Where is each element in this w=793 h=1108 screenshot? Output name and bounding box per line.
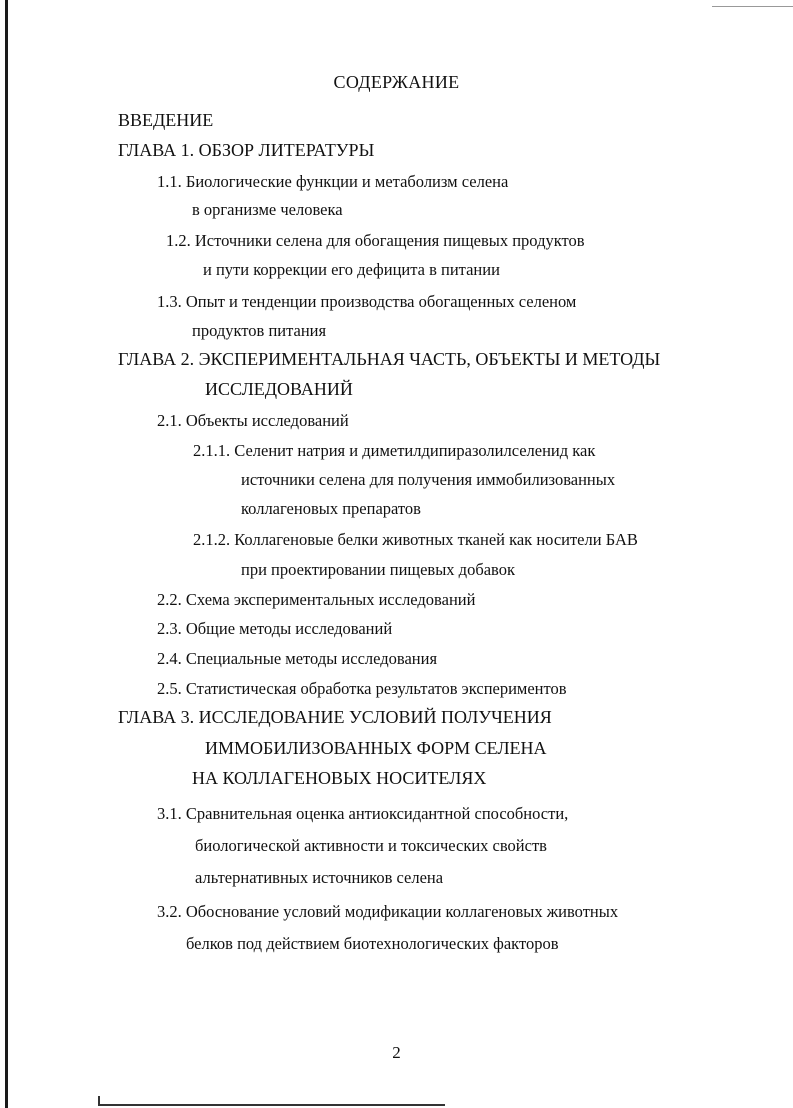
toc-section-2-5: 2.5. Статистическая обработка результатов экспериментов	[157, 679, 567, 698]
toc-section-2-2: 2.2. Схема экспериментальных исследований	[157, 590, 476, 609]
toc-section-1-1-cont: в организме человека	[192, 200, 343, 219]
toc-chapter-3-cont-2: НА КОЛЛАГЕНОВЫХ НОСИТЕЛЯХ	[192, 768, 487, 788]
toc-section-3-1-cont-2: альтернативных источников селена	[195, 868, 444, 887]
scan-border-left	[5, 0, 8, 1108]
toc-section-3-1-cont-1: биологической активности и токсических свойств	[195, 836, 547, 855]
scan-edge-top-right	[712, 6, 793, 7]
scan-edge-bottom	[100, 1104, 445, 1106]
toc-section-3-2-cont: белков под действием биотехнологических факторов	[186, 934, 559, 953]
toc-section-2-4: 2.4. Специальные методы исследования	[157, 649, 438, 668]
toc-intro: ВВЕДЕНИЕ	[118, 110, 214, 130]
scan-edge-tick	[98, 1096, 100, 1106]
toc-section-3-1: 3.1. Сравнительная оценка антиоксидантной способности,	[157, 804, 569, 823]
toc-section-2-1: 2.1. Объекты исследований	[157, 411, 349, 430]
toc-section-2-1-1-cont-2: коллагеновых препаратов	[241, 499, 421, 518]
toc-chapter-3-cont-1: ИММОБИЛИЗОВАННЫХ ФОРМ СЕЛЕНА	[205, 738, 547, 758]
toc-chapter-1: ГЛАВА 1. ОБЗОР ЛИТЕРАТУРЫ	[118, 140, 375, 160]
toc-section-2-1-1: 2.1.1. Селенит натрия и диметилдипиразолилселенид как	[193, 441, 596, 460]
toc-section-1-3: 1.3. Опыт и тенденции производства обогащенных селеном	[157, 292, 577, 311]
toc-section-2-1-2: 2.1.2. Коллагеновые белки животных тканей как носители БАВ	[193, 530, 638, 549]
toc-section-1-2: 1.2. Источники селена для обогащения пищевых продуктов	[166, 231, 585, 250]
toc-section-1-3-cont: продуктов питания	[192, 321, 327, 340]
toc-section-2-1-1-cont-1: источники селена для получения иммобилизованных	[241, 470, 616, 489]
toc-section-3-2: 3.2. Обоснование условий модификации коллагеновых животных	[157, 902, 619, 921]
toc-chapter-2-cont: ИССЛЕДОВАНИЙ	[205, 379, 353, 399]
toc-section-1-2-cont: и пути коррекции его дефицита в питании	[203, 260, 500, 279]
toc-chapter-2: ГЛАВА 2. ЭКСПЕРИМЕНТАЛЬНАЯ ЧАСТЬ, ОБЪЕКТЫ И МЕТОДЫ	[118, 349, 661, 369]
toc-chapter-3: ГЛАВА 3. ИССЛЕДОВАНИЕ УСЛОВИЙ ПОЛУЧЕНИЯ	[118, 707, 552, 727]
toc-title: СОДЕРЖАНИЕ	[333, 72, 460, 92]
toc-section-2-1-2-cont: при проектировании пищевых добавок	[241, 560, 515, 579]
toc-section-1-1: 1.1. Биологические функции и метаболизм селена	[157, 172, 509, 191]
page-number: 2	[392, 1043, 401, 1062]
toc-section-2-3: 2.3. Общие методы исследований	[157, 619, 393, 638]
